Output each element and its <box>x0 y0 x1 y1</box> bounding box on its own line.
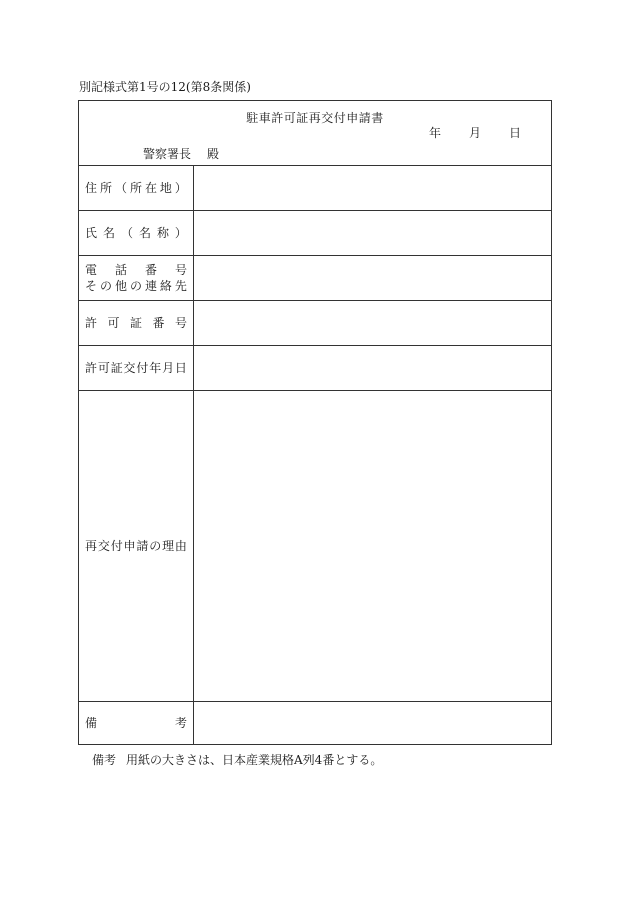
label-char: 氏 <box>85 226 98 240</box>
label-char: 号 <box>174 316 187 330</box>
label-char: ） <box>174 181 187 195</box>
label-char: 付 <box>136 361 149 375</box>
label-char: 証 <box>110 361 123 375</box>
application-form <box>78 100 552 745</box>
reason-label-cell <box>79 391 194 701</box>
issue-date-label <box>85 360 187 376</box>
label-char: 電 <box>85 263 98 277</box>
name-label <box>85 225 187 241</box>
label-char: 許 <box>85 361 98 375</box>
form-reference: 別記様式第1号の12(第8条関係) <box>79 80 251 94</box>
label-char: 地 <box>159 181 172 195</box>
date-month-label: 月 <box>468 126 481 140</box>
address-label <box>85 180 187 196</box>
permit-number-label <box>85 315 187 331</box>
label-char: 考 <box>174 716 187 730</box>
name-label-cell <box>79 211 194 255</box>
label-char: 可 <box>97 361 110 375</box>
contact-row <box>79 256 551 301</box>
footnote-label: 備考 <box>92 753 117 767</box>
label-char: 申 <box>123 539 136 553</box>
form-title: 駐車許可証再交付申請書 <box>246 111 384 125</box>
label-char: 請 <box>136 539 149 553</box>
label-char: 付 <box>110 539 123 553</box>
label-char: 称 <box>156 226 169 240</box>
date-day-label: 日 <box>508 126 521 140</box>
permit-number-field[interactable] <box>194 301 551 345</box>
label-char: 所 <box>99 181 112 195</box>
label-char: 他 <box>114 279 127 293</box>
label-char: 番 <box>152 316 165 330</box>
label-char: 名 <box>102 226 115 240</box>
label-char: 連 <box>144 279 157 293</box>
address-field[interactable] <box>194 166 551 210</box>
label-char: 名 <box>138 226 151 240</box>
label-char: 交 <box>123 361 136 375</box>
name-field[interactable] <box>194 211 551 255</box>
label-char: 可 <box>107 316 120 330</box>
label-char: 年 <box>149 361 162 375</box>
remarks-row <box>79 702 551 744</box>
address-label-cell <box>79 166 194 210</box>
other-contact-label <box>85 278 187 294</box>
name-row <box>79 211 551 256</box>
label-char: そ <box>85 279 98 293</box>
label-char: （ <box>114 181 127 195</box>
footnote-text: 用紙の大きさは、日本産業規格A列4番とする。 <box>126 753 383 767</box>
footnote <box>92 752 382 768</box>
label-char: 在 <box>144 181 157 195</box>
label-char: 月 <box>162 361 175 375</box>
address-row <box>79 166 551 211</box>
date-line <box>429 124 521 141</box>
remarks-label <box>85 715 187 731</box>
label-char: 号 <box>174 263 187 277</box>
label-char: 許 <box>85 316 98 330</box>
label-char: 交 <box>97 539 110 553</box>
issue-date-field[interactable] <box>194 346 551 390</box>
contact-label-cell <box>79 256 194 300</box>
addressee-honorific: 殿 <box>207 147 220 161</box>
label-char: 由 <box>174 539 187 553</box>
addressee <box>143 145 219 162</box>
issue-date-label-cell <box>79 346 194 390</box>
label-char: 所 <box>129 181 142 195</box>
remarks-label-cell <box>79 702 194 744</box>
addressee-office: 警察署長 <box>143 147 192 161</box>
label-char: 先 <box>174 279 187 293</box>
reason-field[interactable] <box>194 391 551 701</box>
label-char: 備 <box>85 716 98 730</box>
remarks-field[interactable] <box>194 702 551 744</box>
reason-label <box>85 538 187 554</box>
label-char: の <box>99 279 112 293</box>
label-char: 住 <box>85 181 98 195</box>
label-char: 絡 <box>159 279 172 293</box>
label-char: 番 <box>144 263 157 277</box>
label-char: 日 <box>174 361 187 375</box>
label-char: 証 <box>129 316 142 330</box>
contact-field[interactable] <box>194 256 551 300</box>
permit-number-label-cell <box>79 301 194 345</box>
form-header <box>79 101 551 166</box>
phone-label <box>85 262 187 278</box>
label-char: の <box>129 279 142 293</box>
label-char: 再 <box>85 539 98 553</box>
label-char: 理 <box>162 539 175 553</box>
permit-number-row <box>79 301 551 346</box>
reason-row <box>79 391 551 702</box>
date-year-label: 年 <box>428 126 441 140</box>
label-char: ） <box>174 226 187 240</box>
issue-date-row <box>79 346 551 391</box>
label-char: 話 <box>114 263 127 277</box>
label-char: の <box>149 539 162 553</box>
label-char: （ <box>120 226 133 240</box>
